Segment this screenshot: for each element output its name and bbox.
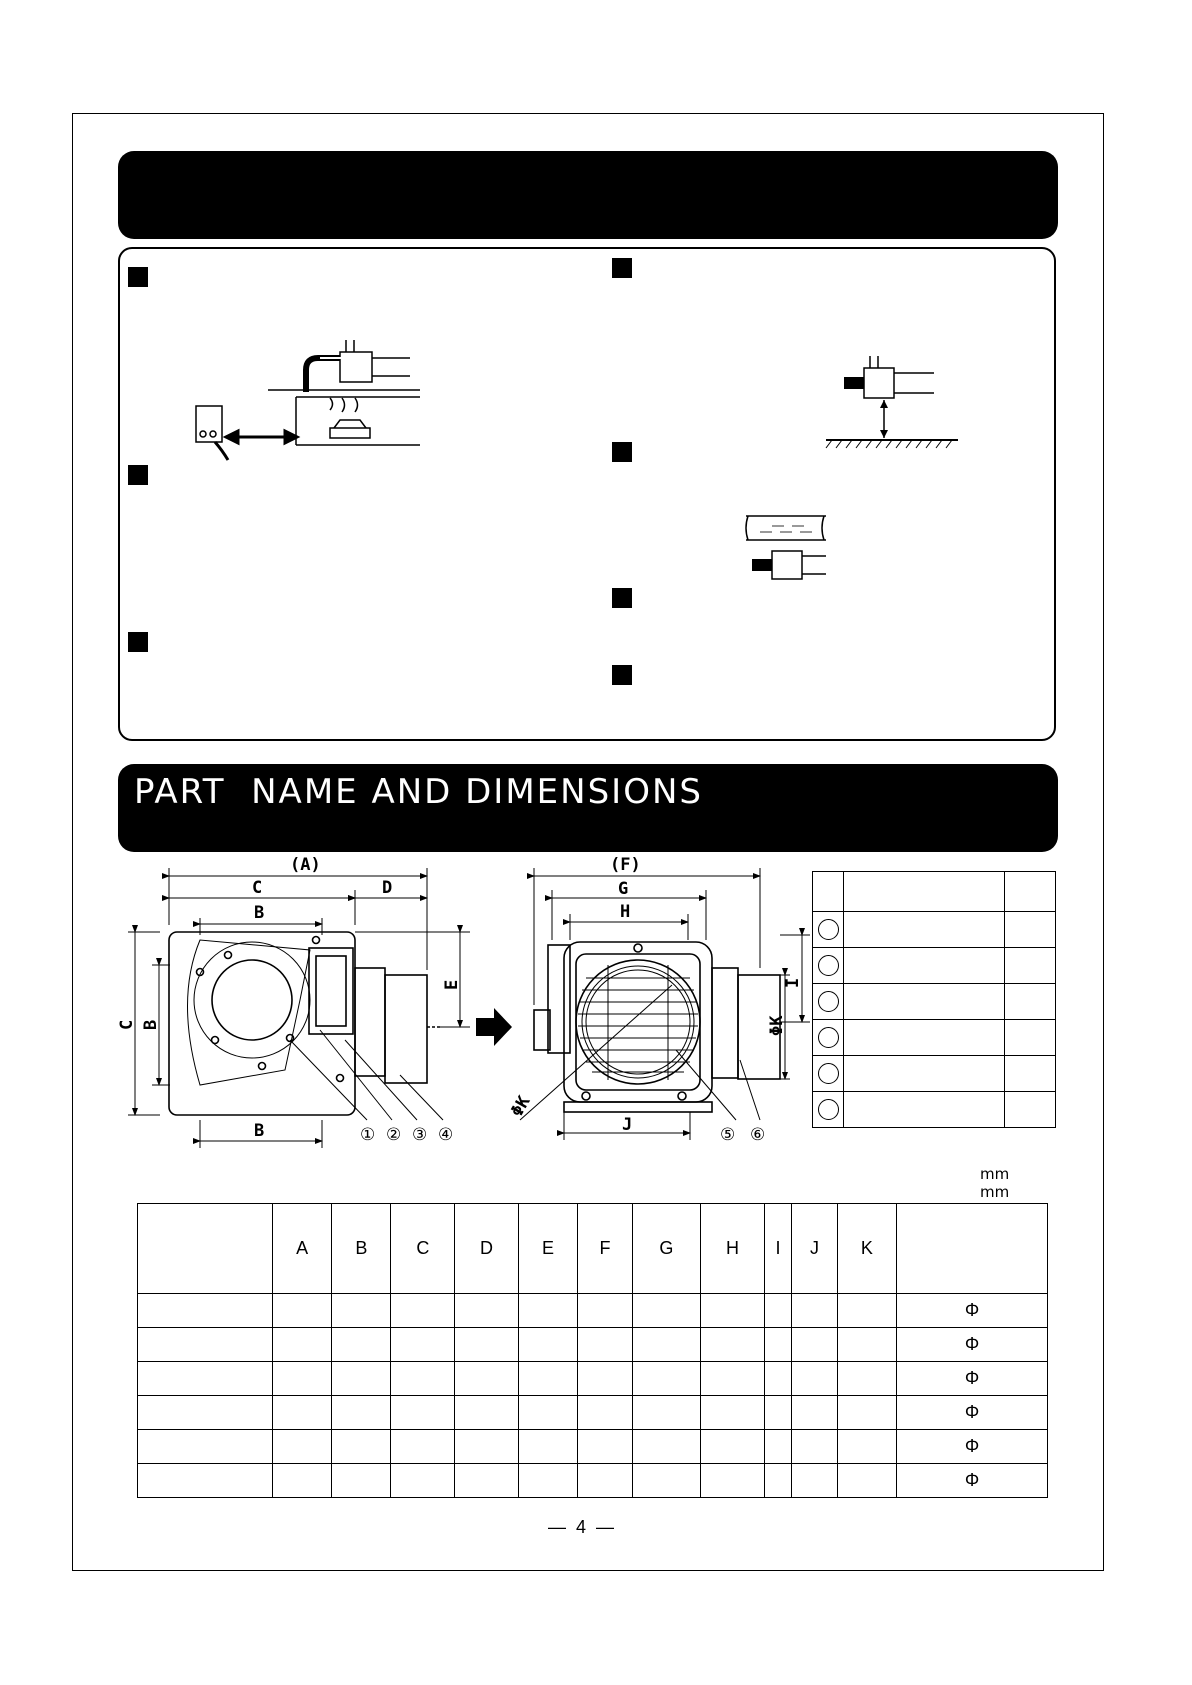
table-row: [138, 1294, 1048, 1328]
column-header-A: A: [273, 1204, 332, 1294]
callout-3: ③: [412, 1125, 428, 1145]
front-view: [534, 942, 780, 1112]
table-row: [138, 1430, 1048, 1464]
dim-label-I: I: [783, 977, 803, 988]
callout-4: ④: [438, 1125, 454, 1145]
table-row: [813, 1020, 1056, 1056]
table-row: [138, 1464, 1048, 1498]
page-number: — 4 —: [548, 1517, 615, 1537]
unit-label: mm: [980, 1165, 1010, 1183]
dim-label-H: H: [620, 902, 631, 922]
table-row: [138, 1396, 1048, 1430]
dim-label-B-top: B: [254, 903, 265, 923]
dimensions-table: [137, 1203, 1048, 1498]
phi-mark: Φ: [897, 1430, 1048, 1464]
unit-label: mm: [980, 1183, 1010, 1201]
direction-arrow-icon: [476, 1008, 512, 1046]
dim-label-E: E: [442, 979, 462, 990]
dim-label-C: C: [252, 878, 263, 898]
phi-mark: Φ: [897, 1328, 1048, 1362]
column-header-K: K: [837, 1204, 896, 1294]
parts-list-table: [812, 871, 1056, 1128]
callout-2: ②: [386, 1125, 402, 1145]
dim-label-A: (A): [290, 855, 321, 875]
section-title: PART NAME AND DIMENSIONS: [134, 772, 703, 812]
column-header-H: H: [701, 1204, 765, 1294]
table-row: [813, 1056, 1056, 1092]
table-row: [813, 984, 1056, 1020]
phi-mark: Φ: [897, 1294, 1048, 1328]
callout-6: ⑥: [750, 1125, 766, 1145]
dim-label-C-vertical: C: [117, 1019, 137, 1030]
column-header-C: C: [391, 1204, 455, 1294]
callout-5: ⑤: [720, 1125, 736, 1145]
table-row: [813, 912, 1056, 948]
column-header-G: G: [632, 1204, 700, 1294]
table-row: [813, 948, 1056, 984]
column-header-I: I: [764, 1204, 791, 1294]
dim-label-F: (F): [610, 855, 641, 875]
column-header-E: E: [518, 1204, 577, 1294]
table-row: [813, 1092, 1056, 1128]
column-header-J: J: [792, 1204, 838, 1294]
dim-label-B-bottom: B: [254, 1121, 265, 1141]
column-header-D: D: [455, 1204, 519, 1294]
column-header-F: F: [578, 1204, 633, 1294]
dim-label-phiK-left: ΦK: [507, 1092, 535, 1121]
table-row: [138, 1328, 1048, 1362]
table-row: [138, 1362, 1048, 1396]
phi-mark: Φ: [897, 1396, 1048, 1430]
dim-label-B-vertical: B: [141, 1019, 161, 1030]
table-header-row: [138, 1204, 1048, 1294]
dim-label-G: G: [618, 879, 629, 899]
column-header-B: B: [332, 1204, 391, 1294]
callout-1: ①: [360, 1125, 376, 1145]
side-view: [169, 932, 443, 1120]
dim-label-D: D: [382, 878, 393, 898]
phi-mark: Φ: [897, 1362, 1048, 1396]
phi-mark: Φ: [897, 1464, 1048, 1498]
dim-label-phiK-right: ΦK: [767, 1015, 787, 1036]
dim-label-J: J: [622, 1115, 633, 1135]
